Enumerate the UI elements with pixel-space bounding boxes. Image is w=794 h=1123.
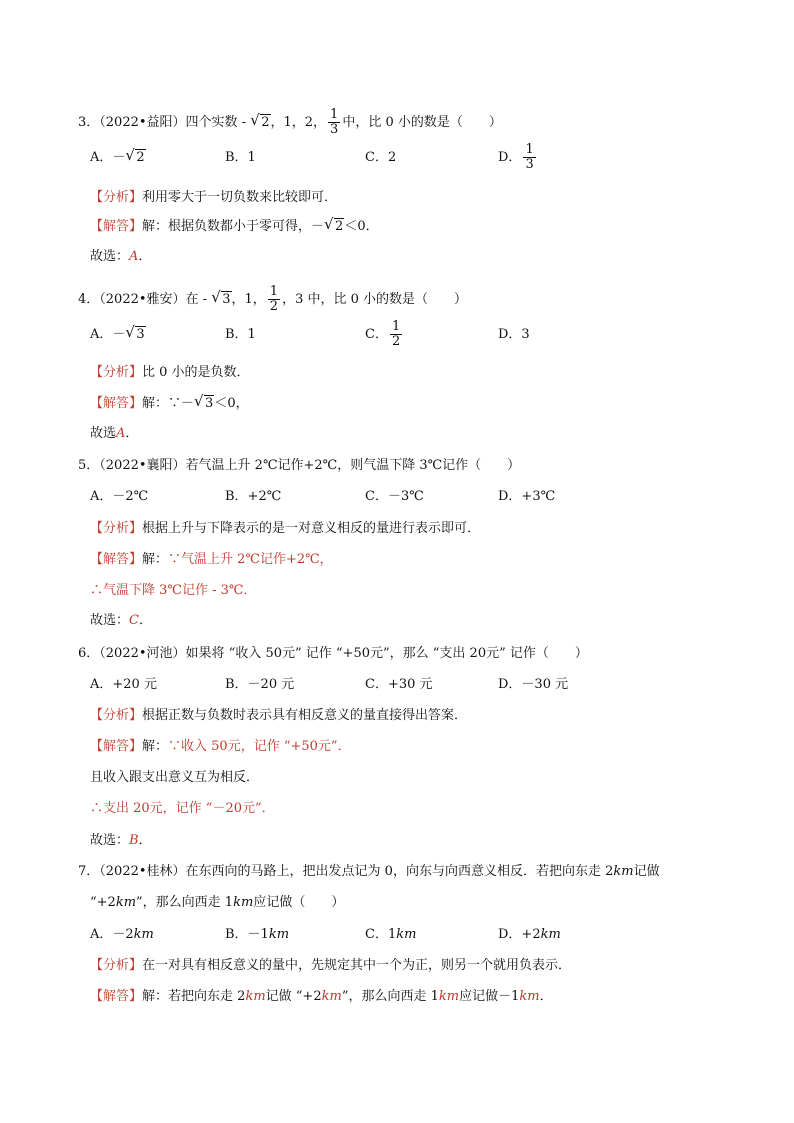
q5-answer-line-2: ∴气温下降 3℃记作 - 3℃． bbox=[90, 583, 257, 598]
q3-stem-text-3: 中，比 0 小的数是（ ） bbox=[342, 115, 502, 130]
q6-choice: 故选：B． bbox=[90, 833, 152, 848]
q5-option-b: B．+2℃ bbox=[225, 489, 282, 504]
q7-stem-line-2: “+2km”，那么向西走 1km应记做（ ） bbox=[90, 895, 345, 910]
q6-stem: 6．（2022•河池）如果将 “收入 50元” 记作 “+50元”，那么 “支出 20元” 记作（ ） bbox=[78, 646, 588, 661]
sqrt-icon: √ 2 bbox=[126, 149, 145, 167]
q4-option-a: A．－√ 3 bbox=[90, 326, 146, 344]
q4-option-b: B．1 bbox=[225, 327, 256, 342]
q4-fraction: $\frac{1}{2}$ bbox=[269, 284, 279, 314]
q3-answer: 【解答】解：根据负数都小于零可得，－√ 2＜0． bbox=[90, 218, 379, 236]
q4-source: （2022•雅安） bbox=[99, 292, 186, 307]
q7-answer: 【解答】解：若把向东走 2km记做 “+2km”，那么向西走 1km应记做－1km． bbox=[90, 989, 553, 1004]
q6-analysis: 【分析】根据正数与负数时表示具有相反意义的量直接得出答案． bbox=[90, 708, 468, 723]
q7-stem: 7．（2022•桂林）在东西向的马路上，把出发点记为 0，向东与向西意义相反．若把向东走 2km记做 bbox=[78, 864, 660, 879]
q3-fraction: $\frac{1}{3}$ bbox=[330, 107, 339, 137]
q4-choice: 故选A． bbox=[90, 426, 139, 441]
q4-stem: 4．（2022•雅安）在 - √ 3，1， $\frac{1}{2}$ ，3 中，比 0 小的数是（ ） bbox=[78, 285, 467, 314]
q5-option-d: D．+3℃ bbox=[498, 489, 556, 504]
q3-source: （2022•益阳） bbox=[99, 115, 186, 130]
q6-answer-line-2: 且收入跟支出意义互为相反． bbox=[90, 770, 260, 785]
q5-stem: 5．（2022•襄阳）若气温上升 2℃记作+2℃，则气温下降 3℃记作（ ） bbox=[78, 458, 521, 473]
q4-answer: 【解答】解：∵－√ 3＜0， bbox=[90, 395, 249, 413]
q4-option-d: D．3 bbox=[498, 327, 530, 342]
q3-stem-text: 四个实数 - bbox=[185, 115, 251, 130]
q3-option-c: C．2 bbox=[365, 150, 397, 165]
q6-option-c: C．+30 元 bbox=[365, 677, 433, 692]
q4-analysis: 【分析】比 0 小的是负数． bbox=[90, 365, 250, 380]
sqrt-icon: √ 2 bbox=[325, 218, 344, 236]
q3-option-a: A．－√ 2 bbox=[90, 149, 146, 167]
q5-analysis: 【分析】根据上升与下降表示的是一对意义相反的量进行表示即可． bbox=[90, 521, 481, 536]
q6-answer-line-3: ∴支出 20元，记作 “－20元”． bbox=[90, 801, 275, 816]
q5-option-c: C．－3℃ bbox=[365, 489, 424, 504]
q3-number: 3． bbox=[78, 115, 100, 130]
q6-option-a: A．+20 元 bbox=[90, 677, 157, 692]
q6-option-d: D．－30 元 bbox=[498, 677, 569, 692]
q3-option-d: D． $\frac{1}{3}$ bbox=[498, 142, 534, 172]
q7-option-a: A．－2km bbox=[90, 927, 154, 942]
sqrt-icon: √ 3 bbox=[195, 395, 214, 413]
q3-choice: 故选：A． bbox=[90, 249, 152, 264]
q4-option-c: C． $\frac{1}{2}$ bbox=[365, 319, 401, 349]
q3-stem-text-2: ，1，2， bbox=[270, 115, 327, 130]
q5-choice: 故选：C． bbox=[90, 613, 152, 628]
q7-option-c: C．1km bbox=[365, 927, 417, 942]
q3-stem bbox=[78, 108, 502, 137]
q5-option-a: A．－2℃ bbox=[90, 489, 149, 504]
q6-option-b: B．－20 元 bbox=[225, 677, 295, 692]
q7-option-b: B．－1km bbox=[225, 927, 290, 942]
q4-number: 4． bbox=[78, 292, 100, 307]
q3-option-b: B．1 bbox=[225, 150, 256, 165]
q6-answer: 【解答】解：∵收入 50元，记作 “+50元”． bbox=[90, 739, 351, 754]
sqrt-icon: √ 2 bbox=[251, 114, 270, 132]
q7-analysis: 【分析】在一对具有相反意义的量中，先规定其中一个为正，则另一个就用负表示． bbox=[90, 958, 572, 973]
q5-answer: 【解答】解：∵气温上升 2℃记作+2℃， bbox=[90, 552, 333, 567]
q7-option-d: D．+2km bbox=[498, 927, 561, 942]
q3-analysis: 【分析】利用零大于一切负数来比较即可． bbox=[90, 190, 338, 205]
sqrt-icon: √ 3 bbox=[212, 291, 231, 309]
sqrt-icon: √ 3 bbox=[126, 326, 145, 344]
